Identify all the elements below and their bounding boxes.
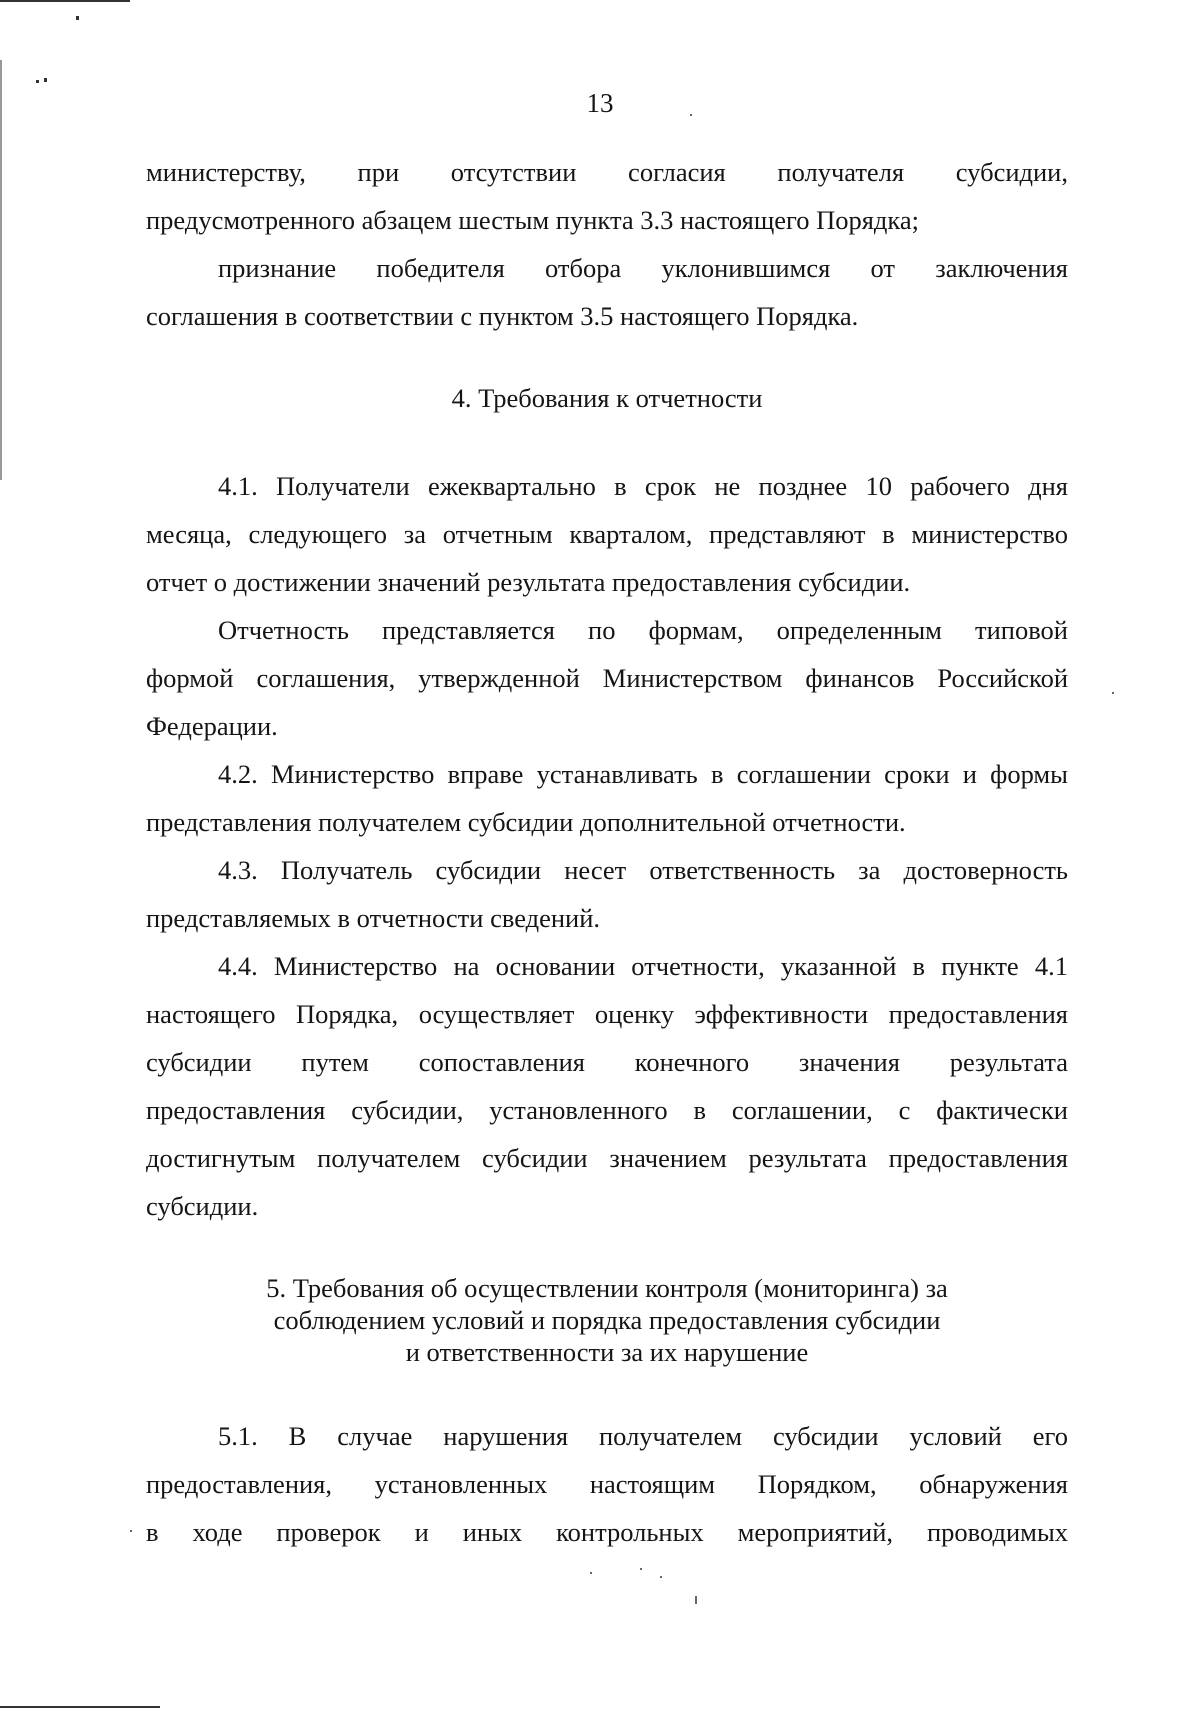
text-line: достигнутым получателем субсидии значением результата предоставления	[146, 1143, 1068, 1173]
scan-mark	[0, 0, 130, 2]
text-line: соглашения в соответствии с пунктом 3.5 настоящего Порядка.	[146, 301, 859, 331]
text-line: отчет о достижении значений результата предоставления субсидии.	[146, 567, 911, 597]
text-line: признание победителя отбора уклонившимся от заключения	[218, 253, 1068, 283]
text-line: месяца, следующего за отчетным кварталом, представляют в министерство	[146, 519, 1068, 549]
scan-mark	[0, 60, 2, 480]
section-heading: 5. Требования об осуществлении контроля (мониторинга) за	[266, 1273, 948, 1303]
text-line: 4.1. Получатели ежеквартально в срок не позднее 10 рабочего дня	[218, 471, 1068, 501]
text-line: Отчетность представляется по формам, определенным типовой	[218, 615, 1068, 645]
scan-speck	[640, 1568, 642, 1570]
scan-speck	[695, 1596, 697, 1604]
section-heading: 4. Требования к отчетности	[451, 383, 763, 413]
text-line: 4.3. Получатель субсидии несет ответственность за достоверность	[218, 855, 1068, 885]
scan-speck	[76, 16, 79, 20]
scan-speck	[590, 1572, 592, 1574]
text-line: формой соглашения, утвержденной Министерством финансов Российской	[146, 663, 1068, 693]
text-line: предусмотренного абзацем шестым пункта 3.3 настоящего Порядка;	[146, 205, 920, 235]
text-line: 4.2. Министерство вправе устанавливать в соглашении сроки и формы	[218, 759, 1068, 789]
text-line: 4.4. Министерство на основании отчетности, указанной в пункте 4.1	[218, 951, 1068, 981]
section-heading: соблюдением условий и порядка предоставления субсидии	[273, 1305, 941, 1335]
scan-mark	[0, 1706, 160, 1708]
text-line: предоставления субсидии, установленного в соглашении, с фактически	[146, 1095, 1068, 1125]
text-line: настоящего Порядка, осуществляет оценку эффективности предоставления	[146, 999, 1068, 1029]
section-heading: и ответственности за их нарушение	[405, 1337, 809, 1367]
page-number: 13	[586, 88, 614, 118]
text-line: в ходе проверок и иных контрольных мероприятий, проводимых	[146, 1517, 1068, 1547]
text-line: 5.1. В случае нарушения получателем субсидии условий его	[218, 1421, 1068, 1451]
text-line: министерству, при отсутствии согласия получателя субсидии,	[146, 157, 1068, 187]
scan-speck	[1112, 692, 1114, 694]
document-body	[146, 148, 1068, 1556]
text-line: предоставления, установленных настоящим Порядком, обнаружения	[146, 1469, 1068, 1499]
scan-speck	[36, 80, 39, 83]
text-line: субсидии путем сопоставления конечного значения результата	[146, 1047, 1068, 1077]
text-line: субсидии.	[146, 1191, 259, 1221]
text-line: представляемых в отчетности сведений.	[146, 903, 601, 933]
scan-speck	[130, 1530, 132, 1532]
scan-speck	[44, 78, 47, 82]
text-line: представления получателем субсидии дополнительной отчетности.	[146, 807, 906, 837]
scan-speck	[660, 1576, 662, 1578]
text-line: Федерации.	[146, 711, 278, 741]
